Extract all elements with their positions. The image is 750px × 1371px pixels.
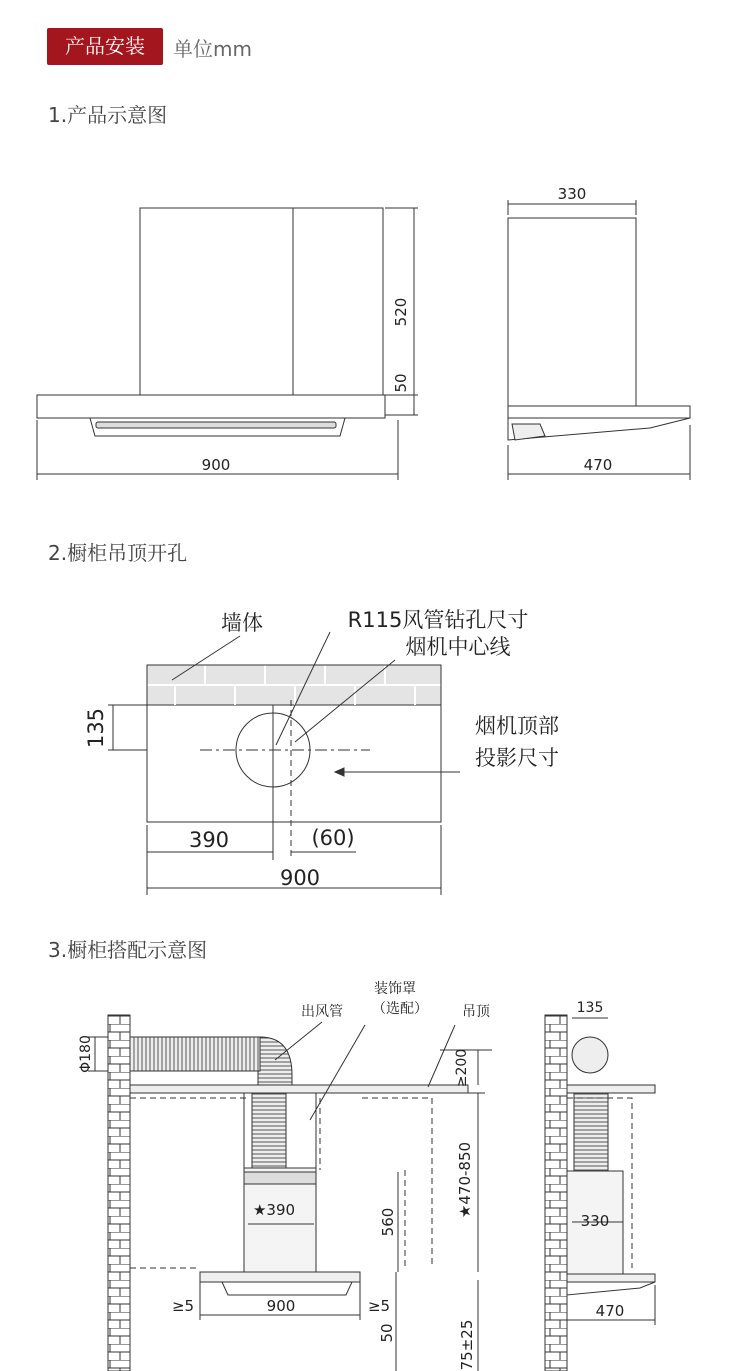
front-chimney-right bbox=[293, 208, 383, 395]
side-canopy bbox=[508, 406, 690, 418]
front-canopy bbox=[37, 395, 385, 418]
dim-390: 390 bbox=[188, 828, 230, 852]
front-light-strip bbox=[96, 422, 336, 428]
brick-wall-left bbox=[108, 1015, 130, 1371]
brick-wall-right bbox=[545, 1015, 567, 1371]
duct-vertical bbox=[252, 1090, 286, 1172]
label-hole: R115风管钻孔尺寸 bbox=[347, 608, 529, 632]
dim-900: 900 bbox=[279, 866, 321, 890]
duct-elbow bbox=[258, 1037, 292, 1090]
ceiling bbox=[130, 1085, 468, 1093]
side-chimney bbox=[508, 218, 636, 406]
dim-phi180: Φ180 bbox=[78, 1035, 94, 1073]
dim-50: 50 bbox=[392, 373, 410, 393]
dim-star390: ★390 bbox=[252, 1201, 296, 1219]
side-dim-470: 470 bbox=[595, 1302, 625, 1320]
dim-900: 900 bbox=[201, 456, 231, 474]
side-hood-canopy bbox=[567, 1274, 655, 1282]
dim-50: 50 bbox=[378, 1323, 396, 1343]
dim-560: 560 bbox=[379, 1207, 397, 1237]
label-projection-2: 投影尺寸 bbox=[475, 746, 559, 770]
label-projection-1: 烟机顶部 bbox=[475, 714, 559, 738]
section-title-cabinet-hole: 2.橱柜吊顶开孔 bbox=[48, 541, 188, 565]
side-ceiling bbox=[567, 1085, 655, 1093]
unit-label: 单位mm bbox=[173, 37, 252, 61]
label-wall: 墙体 bbox=[221, 611, 263, 635]
side-hood-panel bbox=[567, 1282, 655, 1295]
dim-135: 135 bbox=[84, 707, 108, 749]
label-duct: 出风管 bbox=[301, 1004, 343, 1020]
label-cover-2: （选配） bbox=[372, 1001, 428, 1017]
dim-330: 330 bbox=[557, 185, 587, 203]
hood-panel bbox=[222, 1282, 352, 1295]
dim-520: 520 bbox=[392, 297, 410, 327]
dim-ge200: ≥200 bbox=[454, 1048, 470, 1088]
label-ceiling: 吊顶 bbox=[462, 1004, 490, 1020]
dim-ge5-right: ≥5 bbox=[367, 1297, 391, 1315]
side-dim-135: 135 bbox=[576, 1000, 604, 1016]
front-chimney-left bbox=[140, 208, 293, 395]
cabinet-match-diagram bbox=[0, 975, 750, 1371]
side-duct-vertical bbox=[574, 1093, 608, 1171]
side-dim-330: 330 bbox=[580, 1212, 610, 1230]
install-badge: 产品安装 bbox=[47, 28, 163, 65]
product-diagram bbox=[0, 180, 750, 490]
section-title-cabinet-match: 3.橱柜搭配示意图 bbox=[48, 938, 208, 962]
label-cover-1: 装饰罩 bbox=[374, 981, 416, 997]
dim-470: 470 bbox=[583, 456, 613, 474]
hood-canopy bbox=[200, 1272, 360, 1282]
dim-900: 900 bbox=[266, 1297, 296, 1315]
duct-horizontal bbox=[130, 1037, 260, 1071]
dim-star470-850: ★470-850 bbox=[456, 1141, 474, 1219]
label-center-line: 烟机中心线 bbox=[405, 635, 511, 659]
cabinet-hole-diagram bbox=[0, 600, 750, 900]
dim-ge5-left: ≥5 bbox=[171, 1297, 195, 1315]
section-title-product: 1.产品示意图 bbox=[48, 103, 168, 127]
dim-75-25: 75±25 bbox=[458, 1319, 476, 1371]
side-duct-circle bbox=[572, 1037, 608, 1073]
dim-60: (60) bbox=[311, 826, 355, 850]
